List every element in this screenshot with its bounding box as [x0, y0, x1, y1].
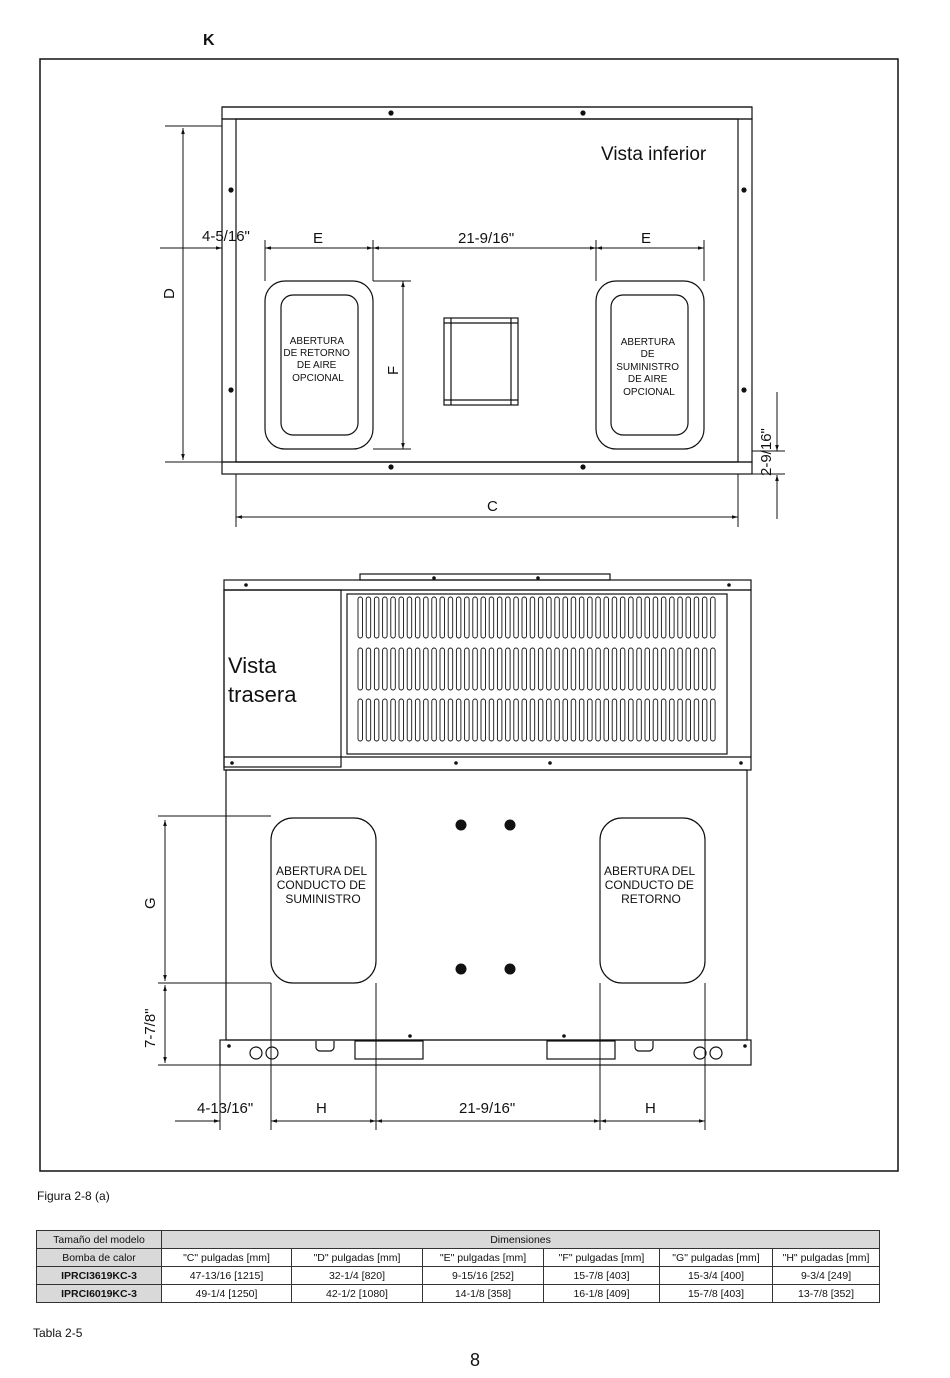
- louver-slot: [497, 648, 502, 690]
- louver-slot: [522, 648, 527, 690]
- table-cell: 42-1/2 [1080]: [292, 1285, 423, 1303]
- louver-slot: [497, 597, 502, 638]
- figure-letter: K: [203, 32, 215, 49]
- louver-slot: [711, 648, 716, 690]
- louver-slot: [383, 648, 388, 690]
- louver-slot: [563, 597, 568, 638]
- louver-slot: [465, 648, 470, 690]
- louver-slot: [374, 597, 379, 638]
- louver-slot: [424, 699, 429, 741]
- louver-slot: [596, 648, 601, 690]
- louver-slot: [391, 597, 396, 638]
- return-duct-label: ABERTURA DEL CONDUCTO DE RETORNO: [603, 864, 695, 906]
- louver-slot: [530, 699, 535, 741]
- louver-slot: [366, 648, 371, 690]
- table-cell: 32-1/4 [820]: [292, 1267, 423, 1285]
- louver-slot: [530, 597, 535, 638]
- louver-slot: [358, 699, 363, 741]
- grille-louvers: [358, 597, 715, 741]
- louver-slot: [448, 597, 453, 638]
- louver-slot: [563, 648, 568, 690]
- louver-slot: [358, 648, 363, 690]
- louver-slot: [547, 648, 552, 690]
- louver-slot: [407, 699, 412, 741]
- dim-h-right: H: [645, 1100, 656, 1117]
- table-cell: 49-1/4 [1250]: [162, 1285, 292, 1303]
- figure-caption: Figura 2-8 (a): [37, 1189, 110, 1203]
- louver-slot: [596, 597, 601, 638]
- dim-center-rear: 21-9/16": [459, 1100, 516, 1117]
- louver-slot: [653, 648, 658, 690]
- dim-e-right: E: [641, 230, 652, 247]
- louver-slot: [571, 597, 576, 638]
- column-header: "G" pulgadas [mm]: [660, 1249, 773, 1267]
- louver-slot: [415, 648, 420, 690]
- louver-slot: [661, 648, 666, 690]
- louver-slot: [653, 699, 658, 741]
- louver-slot: [506, 648, 511, 690]
- return-opening-label: ABERTURA DE RETORNO DE AIRE OPCIONAL: [283, 336, 350, 384]
- louver-slot: [424, 648, 429, 690]
- louver-slot: [604, 699, 609, 741]
- louver-slot: [514, 699, 519, 741]
- header-type: Bomba de calor: [37, 1249, 162, 1267]
- louver-slot: [489, 648, 494, 690]
- column-header: "F" pulgadas [mm]: [544, 1249, 660, 1267]
- louver-slot: [497, 699, 502, 741]
- louver-slot: [711, 597, 716, 638]
- louver-slot: [555, 648, 560, 690]
- louver-slot: [399, 648, 404, 690]
- louver-slot: [637, 699, 642, 741]
- louver-slot: [489, 699, 494, 741]
- louver-slot: [383, 699, 388, 741]
- louver-slot: [711, 699, 716, 741]
- louver-slot: [383, 597, 388, 638]
- louver-slot: [407, 597, 412, 638]
- louver-slot: [522, 699, 527, 741]
- dim-bottom-left-rear: 7-7/8": [142, 1008, 159, 1048]
- louver-slot: [686, 597, 691, 638]
- rear-view-title-line2: trasera: [228, 682, 297, 707]
- louver-slot: [448, 699, 453, 741]
- louver-slot: [588, 648, 593, 690]
- center-panel: [444, 318, 518, 405]
- table-row: [37, 1267, 880, 1285]
- louver-slot: [399, 597, 404, 638]
- louver-slot: [612, 699, 617, 741]
- louver-slot: [514, 648, 519, 690]
- louver-slot: [678, 648, 683, 690]
- column-header: "C" pulgadas [mm]: [162, 1249, 292, 1267]
- dim-d: D: [161, 288, 178, 299]
- louver-slot: [456, 597, 461, 638]
- louver-slot: [506, 597, 511, 638]
- louver-slot: [538, 597, 543, 638]
- louver-slot: [620, 648, 625, 690]
- louver-slot: [432, 699, 437, 741]
- louver-slot: [456, 699, 461, 741]
- louver-slot: [555, 597, 560, 638]
- louver-slot: [637, 648, 642, 690]
- table-cell: 15-7/8 [403]: [544, 1267, 660, 1285]
- louver-slot: [571, 699, 576, 741]
- louver-slot: [604, 648, 609, 690]
- louver-slot: [366, 597, 371, 638]
- table-row: [37, 1285, 880, 1303]
- dim-g: G: [142, 897, 159, 909]
- louver-slot: [366, 699, 371, 741]
- table-cell: 16-1/8 [409]: [544, 1285, 660, 1303]
- louver-slot: [612, 648, 617, 690]
- louver-slot: [645, 597, 650, 638]
- louver-slot: [514, 597, 519, 638]
- table-cell: 15-3/4 [400]: [660, 1267, 773, 1285]
- dim-center-bottom: 21-9/16": [458, 230, 515, 247]
- dim-left-offset-bottom: 4-5/16": [202, 228, 250, 245]
- model-cell: IPRCI6019KC-3: [37, 1285, 162, 1303]
- louver-slot: [588, 699, 593, 741]
- louver-slot: [481, 699, 486, 741]
- louver-slot: [399, 699, 404, 741]
- louver-slot: [579, 648, 584, 690]
- louver-slot: [424, 597, 429, 638]
- louver-slot: [670, 648, 675, 690]
- column-header: "E" pulgadas [mm]: [423, 1249, 544, 1267]
- louver-slot: [358, 597, 363, 638]
- louver-slot: [694, 699, 699, 741]
- louver-slot: [481, 648, 486, 690]
- louver-slot: [538, 699, 543, 741]
- column-header: "H" pulgadas [mm]: [773, 1249, 880, 1267]
- louver-slot: [563, 699, 568, 741]
- louver-slot: [612, 597, 617, 638]
- bottom-view-title: Vista inferior: [601, 144, 707, 165]
- louver-slot: [440, 648, 445, 690]
- dim-h-left: H: [316, 1100, 327, 1117]
- louver-slot: [415, 699, 420, 741]
- louver-slot: [473, 699, 478, 741]
- louver-slot: [391, 648, 396, 690]
- louver-slot: [456, 648, 461, 690]
- louver-slot: [432, 648, 437, 690]
- louver-slot: [702, 648, 707, 690]
- table-cell: 13-7/8 [352]: [773, 1285, 880, 1303]
- dim-e-left: E: [313, 230, 324, 247]
- dimensions-table: [36, 1230, 880, 1303]
- louver-slot: [415, 597, 420, 638]
- louver-slot: [596, 699, 601, 741]
- table-caption: Tabla 2-5: [33, 1326, 83, 1340]
- supply-duct-label: ABERTURA DEL CONDUCTO DE SUMINISTRO: [275, 864, 367, 906]
- louver-slot: [653, 597, 658, 638]
- louver-slot: [620, 597, 625, 638]
- louver-slot: [547, 597, 552, 638]
- louver-slot: [694, 648, 699, 690]
- dim-left-offset-rear: 4-13/16": [197, 1100, 254, 1117]
- table-cell: 14-1/8 [358]: [423, 1285, 544, 1303]
- louver-slot: [538, 648, 543, 690]
- louver-slot: [670, 597, 675, 638]
- table-cell: 9-15/16 [252]: [423, 1267, 544, 1285]
- louver-slot: [629, 699, 634, 741]
- louver-slot: [473, 648, 478, 690]
- rear-view-title-line1: Vista: [228, 653, 277, 678]
- louver-slot: [374, 648, 379, 690]
- louver-slot: [686, 648, 691, 690]
- header-dimensions: Dimensiones: [162, 1231, 880, 1249]
- louver-slot: [522, 597, 527, 638]
- louver-slot: [678, 699, 683, 741]
- louver-slot: [620, 699, 625, 741]
- table-cell: 9-3/4 [249]: [773, 1267, 880, 1285]
- louver-slot: [661, 699, 666, 741]
- louver-slot: [440, 699, 445, 741]
- louver-slot: [374, 699, 379, 741]
- louver-slot: [645, 699, 650, 741]
- louver-slot: [465, 597, 470, 638]
- louver-slot: [702, 699, 707, 741]
- louver-slot: [670, 699, 675, 741]
- louver-slot: [489, 597, 494, 638]
- dim-right-small: 2-9/16": [758, 428, 775, 476]
- supply-opening-label: ABERTURA DE SUMINISTRO DE AIRE OPCIONAL: [616, 337, 679, 398]
- louver-slot: [661, 597, 666, 638]
- louver-slot: [448, 648, 453, 690]
- louver-slot: [629, 648, 634, 690]
- louver-slot: [473, 597, 478, 638]
- louver-slot: [637, 597, 642, 638]
- louver-slot: [645, 648, 650, 690]
- louver-slot: [686, 699, 691, 741]
- louver-slot: [571, 648, 576, 690]
- column-header: "D" pulgadas [mm]: [292, 1249, 423, 1267]
- louver-slot: [702, 597, 707, 638]
- page-number: 8: [470, 1350, 481, 1370]
- louver-slot: [678, 597, 683, 638]
- louver-slot: [547, 699, 552, 741]
- header-model: Tamaño del modelo: [37, 1231, 162, 1249]
- louver-slot: [440, 597, 445, 638]
- louver-slot: [555, 699, 560, 741]
- louver-slot: [407, 648, 412, 690]
- louver-slot: [629, 597, 634, 638]
- louver-slot: [579, 699, 584, 741]
- model-cell: IPRCI3619KC-3: [37, 1267, 162, 1285]
- louver-slot: [588, 597, 593, 638]
- dim-c: C: [487, 498, 498, 515]
- table-cell: 15-7/8 [403]: [660, 1285, 773, 1303]
- louver-slot: [432, 597, 437, 638]
- louver-slot: [604, 597, 609, 638]
- louver-slot: [694, 597, 699, 638]
- louver-slot: [530, 648, 535, 690]
- louver-slot: [506, 699, 511, 741]
- louver-slot: [391, 699, 396, 741]
- louver-slot: [465, 699, 470, 741]
- dim-f: F: [385, 365, 402, 375]
- louver-slot: [579, 597, 584, 638]
- table-cell: 47-13/16 [1215]: [162, 1267, 292, 1285]
- louver-slot: [481, 597, 486, 638]
